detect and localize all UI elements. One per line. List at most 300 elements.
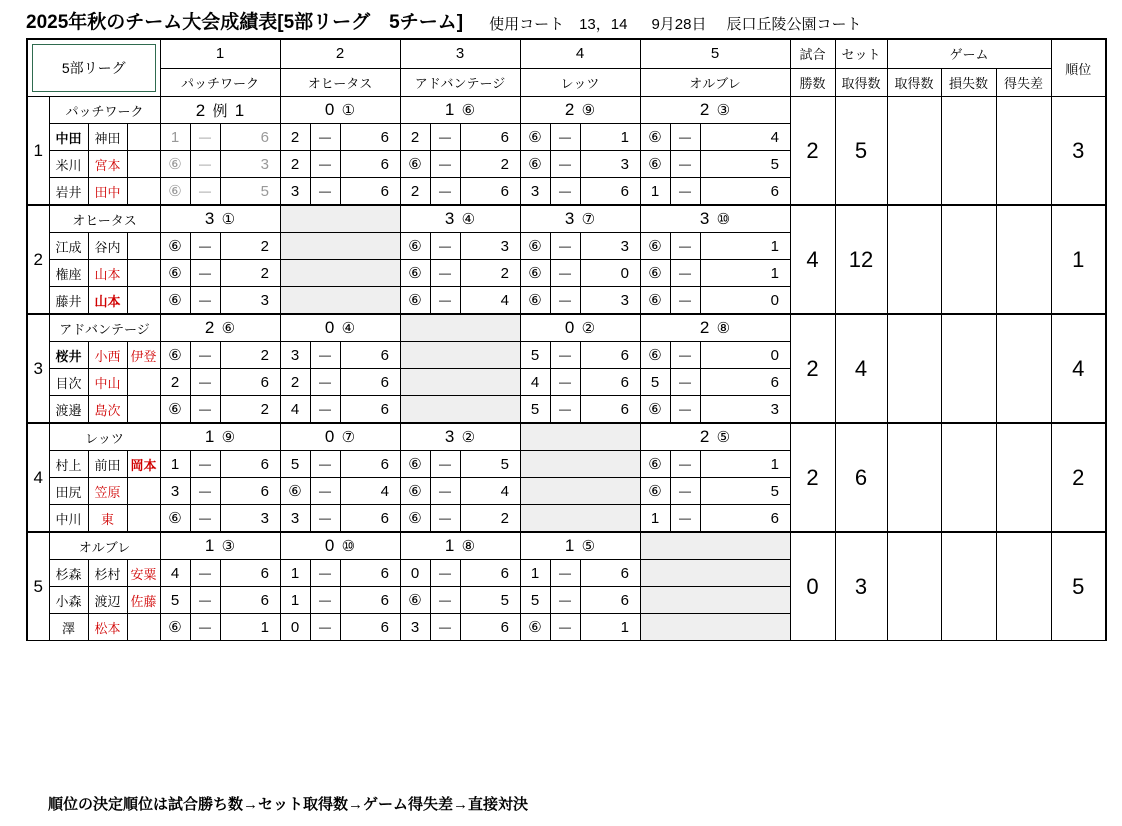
team-games-won bbox=[887, 205, 941, 314]
self-score-cell bbox=[640, 560, 790, 587]
team-index: 3 bbox=[27, 314, 49, 423]
score-left: ⑥ bbox=[160, 614, 190, 641]
score-dash: ― bbox=[550, 560, 580, 587]
score-right-pad2 bbox=[730, 124, 760, 151]
match-summary-cell: 1 ⑨ bbox=[160, 423, 280, 451]
score-left: 5 bbox=[160, 587, 190, 614]
score-right: 2 bbox=[250, 260, 280, 287]
player-names bbox=[49, 151, 160, 178]
player-name-3 bbox=[127, 233, 160, 259]
player-name-2: 松本 bbox=[88, 614, 127, 640]
score-dash: ― bbox=[670, 287, 700, 315]
player-name-1: 澤 bbox=[61, 620, 75, 636]
team-name: レッツ bbox=[49, 423, 160, 451]
score-left: ⑥ bbox=[400, 505, 430, 533]
score-right: 1 bbox=[760, 260, 790, 287]
player-name-2: 前田 bbox=[88, 451, 127, 477]
match-summary-cell: 0 ④ bbox=[280, 314, 400, 342]
score-dash: ― bbox=[310, 396, 340, 424]
match-summary-cell: 0 ⑦ bbox=[280, 423, 400, 451]
score-right-pad bbox=[340, 342, 370, 369]
score-right-pad bbox=[700, 151, 730, 178]
self-score-cell bbox=[520, 451, 640, 478]
score-right-pad bbox=[220, 369, 250, 396]
score-right-pad bbox=[220, 614, 250, 641]
self-cell bbox=[520, 423, 640, 451]
score-right: 3 bbox=[610, 151, 640, 178]
player-name-1: 田尻 bbox=[55, 484, 82, 500]
score-dash: ― bbox=[310, 478, 340, 505]
score-right: 6 bbox=[610, 369, 640, 396]
score-right-pad bbox=[460, 505, 490, 533]
team-games-won bbox=[887, 532, 941, 641]
corner-cell bbox=[27, 39, 160, 97]
score-right-pad bbox=[220, 178, 250, 206]
team-games-won bbox=[887, 97, 941, 206]
score-dash: ― bbox=[670, 151, 700, 178]
league-label: 5部リーグ bbox=[32, 44, 156, 92]
team-wins: 0 bbox=[790, 532, 835, 641]
score-left: 1 bbox=[280, 587, 310, 614]
score-left: ⑥ bbox=[520, 614, 550, 641]
score-left: 3 bbox=[280, 178, 310, 206]
score-right: 6 bbox=[250, 451, 280, 478]
score-right: 2 bbox=[490, 505, 520, 533]
score-right-pad bbox=[220, 560, 250, 587]
score-right: 6 bbox=[370, 178, 400, 206]
score-right-pad bbox=[580, 151, 610, 178]
score-right: 6 bbox=[370, 151, 400, 178]
score-left: 1 bbox=[280, 560, 310, 587]
player-name-1: 米川 bbox=[55, 157, 82, 173]
match-summary-cell: 1 ⑧ bbox=[400, 532, 520, 560]
score-right-pad bbox=[220, 478, 250, 505]
header-row-teams bbox=[27, 68, 1106, 97]
team-sets: 12 bbox=[835, 205, 887, 314]
score-left: 5 bbox=[520, 396, 550, 424]
match-summary-cell: 1 ③ bbox=[160, 532, 280, 560]
score-right-pad bbox=[460, 560, 490, 587]
score-dash: ― bbox=[550, 587, 580, 614]
player-name-2: 杉村 bbox=[88, 560, 127, 586]
team-games-lost bbox=[941, 97, 996, 206]
team-games-won bbox=[887, 423, 941, 532]
player-names bbox=[49, 178, 160, 206]
score-left: 2 bbox=[160, 369, 190, 396]
team-games-diff bbox=[996, 423, 1051, 532]
score-right: 1 bbox=[760, 233, 790, 260]
score-right-pad bbox=[220, 505, 250, 533]
score-left: ⑥ bbox=[640, 124, 670, 151]
score-right-pad bbox=[700, 287, 730, 315]
score-right-pad bbox=[340, 614, 370, 641]
header-games-lost: 損失数 bbox=[941, 68, 996, 97]
match-summary-cell: 2 ⑥ bbox=[160, 314, 280, 342]
score-right-pad bbox=[220, 260, 250, 287]
score-left: ⑥ bbox=[520, 151, 550, 178]
team-name: アドバンテージ bbox=[49, 314, 160, 342]
date-label: 9月28日 bbox=[651, 16, 707, 33]
col-number-3: 3 bbox=[400, 39, 520, 68]
player-name-2: 田中 bbox=[88, 178, 127, 204]
score-left: 0 bbox=[280, 614, 310, 641]
score-dash: ― bbox=[670, 124, 700, 151]
player-names bbox=[49, 342, 160, 369]
score-right-pad bbox=[460, 287, 490, 315]
player-name-3 bbox=[127, 505, 160, 531]
self-cell bbox=[280, 205, 400, 233]
score-dash: ― bbox=[550, 396, 580, 424]
score-dash: ― bbox=[190, 233, 220, 260]
score-right-pad bbox=[700, 124, 730, 151]
score-right-pad2 bbox=[730, 151, 760, 178]
score-dash: ― bbox=[430, 151, 460, 178]
score-dash: ― bbox=[670, 451, 700, 478]
score-right-pad bbox=[580, 560, 610, 587]
score-dash: ― bbox=[430, 260, 460, 287]
player-names bbox=[49, 287, 160, 315]
score-right: 2 bbox=[490, 260, 520, 287]
score-left: 2 bbox=[280, 369, 310, 396]
score-dash: ― bbox=[430, 478, 460, 505]
score-right: 4 bbox=[760, 124, 790, 151]
score-left: ⑥ bbox=[160, 233, 190, 260]
score-dash: ― bbox=[310, 451, 340, 478]
team-rank: 1 bbox=[1051, 205, 1106, 314]
match-summary-cell: 1 ⑥ bbox=[400, 97, 520, 124]
header-row-numbers bbox=[27, 39, 1106, 68]
score-dash: ― bbox=[190, 287, 220, 315]
score-right: 6 bbox=[490, 178, 520, 206]
score-left: ⑥ bbox=[400, 287, 430, 315]
score-right-pad bbox=[460, 151, 490, 178]
team-wins: 2 bbox=[790, 97, 835, 206]
score-dash: ― bbox=[190, 342, 220, 369]
score-dash: ― bbox=[430, 560, 460, 587]
score-dash: ― bbox=[430, 451, 460, 478]
score-right: 6 bbox=[370, 587, 400, 614]
player-name-3 bbox=[127, 396, 160, 422]
score-right-pad bbox=[580, 124, 610, 151]
player-names bbox=[49, 396, 160, 424]
player-name-3 bbox=[127, 260, 160, 286]
score-dash: ― bbox=[430, 614, 460, 641]
team-summary-row bbox=[27, 532, 1106, 560]
score-right-pad bbox=[340, 396, 370, 424]
team-summary-row bbox=[27, 314, 1106, 342]
score-right: 3 bbox=[610, 233, 640, 260]
score-dash: ― bbox=[550, 287, 580, 315]
score-right: 4 bbox=[490, 287, 520, 315]
team-index: 4 bbox=[27, 423, 49, 532]
score-left: ⑥ bbox=[160, 178, 190, 206]
score-right-pad bbox=[460, 233, 490, 260]
score-right: 6 bbox=[250, 478, 280, 505]
score-right: 6 bbox=[610, 178, 640, 206]
self-score-cell bbox=[640, 587, 790, 614]
player-names bbox=[49, 451, 160, 478]
match-summary-cell: 2 ③ bbox=[640, 97, 790, 124]
score-right-pad bbox=[460, 178, 490, 206]
team-games-diff bbox=[996, 532, 1051, 641]
team-summary-row bbox=[27, 205, 1106, 233]
score-right: 3 bbox=[610, 287, 640, 315]
player-names bbox=[49, 260, 160, 287]
col-team-1: パッチワーク bbox=[160, 68, 280, 97]
score-right-pad bbox=[700, 233, 730, 260]
score-right: 6 bbox=[370, 560, 400, 587]
player-name-1: 目次 bbox=[55, 375, 82, 391]
self-score-cell bbox=[280, 233, 400, 260]
score-right-pad bbox=[220, 396, 250, 424]
player-name-2: 山本 bbox=[88, 260, 127, 286]
player-names bbox=[49, 478, 160, 505]
score-dash: ― bbox=[550, 342, 580, 369]
score-right: 2 bbox=[490, 151, 520, 178]
score-dash: ― bbox=[190, 151, 220, 178]
player-name-1: 小森 bbox=[55, 593, 82, 609]
score-right-pad bbox=[460, 587, 490, 614]
player-name-3: 伊登 bbox=[127, 342, 160, 368]
score-dash: ― bbox=[430, 505, 460, 533]
col-number-1: 1 bbox=[160, 39, 280, 68]
score-dash: ― bbox=[190, 396, 220, 424]
score-right: 0 bbox=[760, 287, 790, 315]
score-right-pad bbox=[340, 151, 370, 178]
score-right-pad bbox=[700, 369, 730, 396]
team-rank: 4 bbox=[1051, 314, 1106, 423]
score-right-pad bbox=[340, 178, 370, 206]
score-right: 6 bbox=[370, 124, 400, 151]
score-right-pad bbox=[580, 614, 610, 641]
score-right: 3 bbox=[250, 287, 280, 315]
score-left: 3 bbox=[280, 342, 310, 369]
score-dash: ― bbox=[670, 233, 700, 260]
player-name-1: 江成 bbox=[55, 239, 82, 255]
player-name-2: 島次 bbox=[88, 396, 127, 422]
player-name-3 bbox=[127, 178, 160, 204]
team-index: 1 bbox=[27, 97, 49, 206]
score-left: ⑥ bbox=[160, 260, 190, 287]
score-right-pad bbox=[220, 342, 250, 369]
match-summary-cell: 1 ⑤ bbox=[520, 532, 640, 560]
team-summary-row bbox=[27, 97, 1106, 124]
team-wins: 2 bbox=[790, 314, 835, 423]
self-cell bbox=[640, 532, 790, 560]
team-games-lost bbox=[941, 205, 996, 314]
team-name: オルブレ bbox=[49, 532, 160, 560]
score-right: 6 bbox=[370, 614, 400, 641]
score-right-pad2 bbox=[730, 287, 760, 315]
score-right: 4 bbox=[370, 478, 400, 505]
player-names bbox=[49, 614, 160, 641]
self-score-cell bbox=[280, 287, 400, 315]
score-right: 1 bbox=[760, 451, 790, 478]
score-right: 6 bbox=[250, 560, 280, 587]
score-dash: ― bbox=[190, 178, 220, 206]
score-dash: ― bbox=[310, 560, 340, 587]
self-cell: 2 例 1 bbox=[160, 97, 280, 124]
self-score-cell bbox=[280, 260, 400, 287]
score-right-pad bbox=[700, 505, 730, 533]
score-right-pad bbox=[580, 396, 610, 424]
match-summary-cell: 3 ④ bbox=[400, 205, 520, 233]
player-name-2: 神田 bbox=[88, 124, 127, 150]
score-left: 3 bbox=[280, 505, 310, 533]
score-dash: ― bbox=[310, 151, 340, 178]
score-dash: ― bbox=[310, 587, 340, 614]
score-right: 3 bbox=[250, 151, 280, 178]
score-left: ⑥ bbox=[400, 587, 430, 614]
player-names bbox=[49, 369, 160, 396]
score-left: ⑥ bbox=[640, 342, 670, 369]
score-left: 5 bbox=[520, 587, 550, 614]
score-dash: ― bbox=[190, 478, 220, 505]
score-dash: ― bbox=[310, 124, 340, 151]
col-team-2: オヒータス bbox=[280, 68, 400, 97]
player-name-3 bbox=[127, 478, 160, 504]
team-rank: 3 bbox=[1051, 97, 1106, 206]
player-names bbox=[49, 124, 160, 151]
team-name: オヒータス bbox=[49, 205, 160, 233]
score-right-pad bbox=[700, 260, 730, 287]
score-left: ⑥ bbox=[160, 396, 190, 424]
score-right-pad2 bbox=[730, 505, 760, 533]
score-right: 6 bbox=[760, 178, 790, 206]
score-left: ⑥ bbox=[520, 260, 550, 287]
match-summary-cell: 2 ⑧ bbox=[640, 314, 790, 342]
score-dash: ― bbox=[670, 260, 700, 287]
score-dash: ― bbox=[550, 233, 580, 260]
score-left: 1 bbox=[520, 560, 550, 587]
score-right-pad bbox=[460, 478, 490, 505]
score-right-pad2 bbox=[730, 342, 760, 369]
score-left: 3 bbox=[160, 478, 190, 505]
score-left: 0 bbox=[400, 560, 430, 587]
player-name-2: 東 bbox=[88, 505, 127, 531]
score-right-pad bbox=[340, 478, 370, 505]
self-score-cell bbox=[520, 505, 640, 533]
score-left: ⑥ bbox=[520, 287, 550, 315]
score-right: 6 bbox=[490, 124, 520, 151]
score-right-pad bbox=[340, 124, 370, 151]
team-sets: 3 bbox=[835, 532, 887, 641]
score-left: ⑥ bbox=[400, 451, 430, 478]
score-right: 1 bbox=[610, 124, 640, 151]
score-left: ⑥ bbox=[160, 505, 190, 533]
score-right: 6 bbox=[490, 614, 520, 641]
player-names bbox=[49, 505, 160, 533]
score-right: 1 bbox=[610, 614, 640, 641]
player-name-2: 渡辺 bbox=[88, 587, 127, 613]
score-right: 1 bbox=[250, 614, 280, 641]
score-right-pad bbox=[460, 124, 490, 151]
score-right: 5 bbox=[760, 478, 790, 505]
score-left: ⑥ bbox=[400, 151, 430, 178]
score-left: ⑥ bbox=[400, 233, 430, 260]
match-summary-cell: 2 ⑤ bbox=[640, 423, 790, 451]
score-right: 6 bbox=[610, 396, 640, 424]
team-wins: 2 bbox=[790, 423, 835, 532]
score-right: 2 bbox=[250, 342, 280, 369]
player-name-2: 宮本 bbox=[88, 151, 127, 177]
score-left: 5 bbox=[520, 342, 550, 369]
score-dash: ― bbox=[670, 505, 700, 533]
score-dash: ― bbox=[190, 614, 220, 641]
court-label: 使用コート 13，14 bbox=[489, 16, 628, 33]
score-right: 6 bbox=[370, 396, 400, 424]
score-dash: ― bbox=[310, 178, 340, 206]
score-left: 5 bbox=[280, 451, 310, 478]
team-games-won bbox=[887, 314, 941, 423]
team-sets: 6 bbox=[835, 423, 887, 532]
score-right-pad bbox=[460, 260, 490, 287]
score-right: 3 bbox=[760, 396, 790, 424]
score-right: 3 bbox=[490, 233, 520, 260]
score-left: 2 bbox=[400, 124, 430, 151]
player-name-1: 岩井 bbox=[55, 184, 82, 200]
score-right-pad2 bbox=[730, 451, 760, 478]
self-cell bbox=[400, 314, 520, 342]
player-names bbox=[49, 560, 160, 587]
score-dash: ― bbox=[190, 260, 220, 287]
score-right: 6 bbox=[370, 505, 400, 533]
player-name-3 bbox=[127, 369, 160, 395]
team-games-diff bbox=[996, 205, 1051, 314]
header-games-diff: 得失差 bbox=[996, 68, 1051, 97]
self-score-cell bbox=[640, 614, 790, 641]
score-right-pad bbox=[580, 369, 610, 396]
score-right: 5 bbox=[250, 178, 280, 206]
score-dash: ― bbox=[670, 369, 700, 396]
match-summary-cell: 0 ① bbox=[280, 97, 400, 124]
team-name: パッチワーク bbox=[49, 97, 160, 124]
match-summary-cell: 3 ⑩ bbox=[640, 205, 790, 233]
score-dash: ― bbox=[430, 124, 460, 151]
player-name-3 bbox=[127, 124, 160, 150]
score-left: 5 bbox=[640, 369, 670, 396]
score-dash: ― bbox=[670, 342, 700, 369]
score-left: 4 bbox=[280, 396, 310, 424]
score-right: 6 bbox=[370, 342, 400, 369]
score-left: ⑥ bbox=[640, 233, 670, 260]
header-set-group: セット bbox=[835, 39, 887, 68]
score-right: 6 bbox=[760, 505, 790, 533]
score-right: 0 bbox=[610, 260, 640, 287]
col-team-5: オルブレ bbox=[640, 68, 790, 97]
score-right-pad bbox=[340, 369, 370, 396]
score-left: ⑥ bbox=[640, 260, 670, 287]
team-games-diff bbox=[996, 314, 1051, 423]
score-left: ⑥ bbox=[640, 396, 670, 424]
self-score-cell bbox=[400, 369, 520, 396]
score-right: 6 bbox=[250, 369, 280, 396]
header-games-won: 取得数 bbox=[887, 68, 941, 97]
score-right-pad bbox=[220, 124, 250, 151]
score-right-pad bbox=[580, 342, 610, 369]
score-right-pad bbox=[340, 451, 370, 478]
player-name-2: 山本 bbox=[88, 287, 127, 313]
player-name-3: 岡本 bbox=[127, 451, 160, 477]
score-right: 6 bbox=[370, 369, 400, 396]
score-dash: ― bbox=[430, 587, 460, 614]
player-name-1: 中田 bbox=[55, 130, 82, 146]
team-wins: 4 bbox=[790, 205, 835, 314]
team-rank: 2 bbox=[1051, 423, 1106, 532]
score-dash: ― bbox=[310, 505, 340, 533]
score-left: 1 bbox=[160, 124, 190, 151]
player-name-1: 渡邉 bbox=[55, 402, 82, 418]
